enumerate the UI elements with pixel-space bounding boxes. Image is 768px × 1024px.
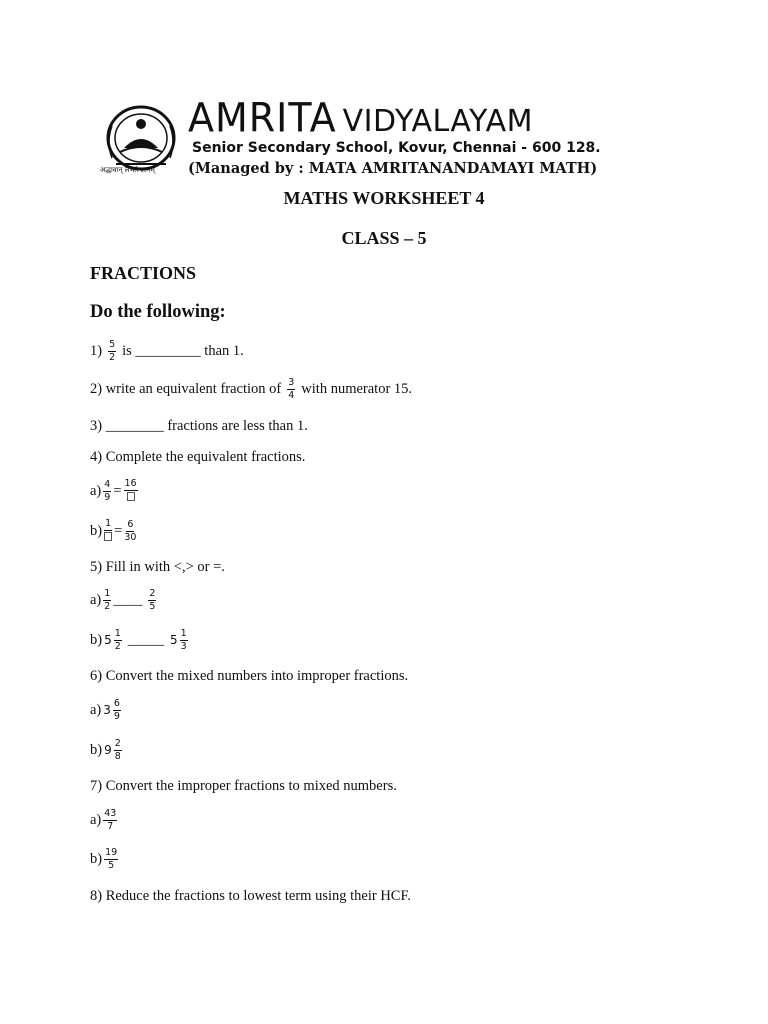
whole-number: 9 (104, 743, 112, 757)
answer-blank: ____ (113, 591, 143, 608)
fraction (108, 340, 116, 362)
numerator: 1 (180, 628, 187, 639)
question-6: 6) Convert the mixed numbers into improper fractions. (90, 668, 409, 684)
denominator: 9 (113, 710, 120, 722)
fraction (124, 520, 136, 542)
brand-vidyalayam: VIDYALAYAM (342, 104, 534, 139)
question-4: 4) Complete the equivalent fractions. (90, 449, 306, 465)
question-7: 7) Convert the improper fractions to mixed numbers. (90, 778, 397, 794)
fraction (287, 378, 295, 400)
denominator: 4 (288, 389, 295, 401)
answer-blank: _____ (127, 631, 165, 648)
denominator: 30 (124, 531, 137, 543)
numerator: 3 (288, 377, 295, 388)
question-5: 5) Fill in with <,> or =. (90, 559, 225, 575)
q2-suffix: with numerator 15. (301, 380, 413, 397)
question-7b (90, 848, 120, 870)
whole-number: 5 (170, 633, 178, 647)
school-header (96, 96, 656, 186)
numerator: 43 (104, 808, 117, 819)
numerator: 1 (104, 588, 111, 599)
fraction (180, 629, 188, 651)
numerator: 16 (124, 478, 137, 489)
topic-heading: FRACTIONS (90, 263, 197, 283)
numerator: 4 (104, 479, 111, 490)
denominator: 7 (107, 820, 114, 832)
numerator: 19 (105, 847, 118, 858)
question-4a (90, 479, 140, 503)
denominator: 3 (180, 640, 187, 652)
denominator: 5 (149, 600, 156, 612)
numerator: 1 (105, 518, 112, 529)
sub-label: b) (90, 741, 103, 758)
numerator: 6 (127, 519, 134, 530)
denominator-blank (127, 491, 135, 504)
sub-label: b) (90, 631, 103, 648)
fraction (113, 699, 121, 721)
equals-sign: = (114, 522, 123, 539)
numerator: 6 (113, 698, 120, 709)
blank-box-icon (127, 492, 135, 501)
question-2 (90, 378, 412, 400)
sub-label: a) (90, 701, 102, 718)
blank-box-icon (104, 532, 112, 541)
brand-amrita: AMRITA (188, 94, 337, 142)
denominator: 5 (108, 859, 115, 871)
school-address: Senior Secondary School, Kovur, Chennai - 600 128. (192, 140, 601, 156)
sub-label: b) (90, 850, 103, 867)
fraction (103, 480, 111, 502)
question-5a (90, 589, 158, 611)
question-6a (90, 699, 123, 721)
sub-label: b) (90, 522, 103, 539)
denominator: 8 (114, 750, 121, 762)
q1-text: is _________ than 1. (122, 342, 244, 359)
sub-label: a) (90, 482, 102, 499)
question-1 (90, 340, 244, 362)
denominator: 9 (104, 491, 111, 503)
denominator: 2 (114, 640, 121, 652)
numerator: 2 (149, 588, 156, 599)
class-label: CLASS – 5 (341, 228, 427, 248)
whole-number: 3 (103, 703, 111, 717)
logo-motto: अद्धावान् लभते ज्ञानम् (100, 166, 155, 174)
denominator: 2 (104, 600, 111, 612)
denominator-blank (104, 531, 112, 544)
question-4b (90, 519, 138, 543)
denominator: 2 (109, 351, 116, 363)
fraction (124, 479, 138, 503)
q1-number: 1) (90, 342, 103, 359)
fraction (114, 629, 122, 651)
question-7a (90, 809, 119, 831)
fraction (103, 809, 117, 831)
worksheet-title: MATHS WORKSHEET 4 (283, 188, 485, 208)
fraction (114, 739, 122, 761)
brand-name (188, 96, 533, 140)
whole-number: 5 (104, 633, 112, 647)
question-5b (90, 629, 190, 651)
fraction (104, 848, 118, 870)
sub-label: a) (90, 811, 102, 828)
q2-text: 2) write an equivalent fraction of (90, 380, 282, 397)
question-3: 3) ________ fractions are less than 1. (90, 418, 308, 434)
fraction (148, 589, 156, 611)
question-6b (90, 739, 124, 761)
instruction-heading: Do the following: (90, 302, 226, 322)
numerator: 5 (109, 339, 116, 350)
sub-label: a) (90, 591, 102, 608)
fraction (104, 519, 112, 543)
question-8: 8) Reduce the fractions to lowest term using their HCF. (90, 888, 411, 904)
managed-by: (Managed by : MATA AMRITANANDAMAYI MATH) (188, 160, 598, 177)
numerator: 2 (114, 738, 121, 749)
fraction (103, 589, 111, 611)
equals-sign: = (113, 482, 122, 499)
numerator: 1 (114, 628, 121, 639)
